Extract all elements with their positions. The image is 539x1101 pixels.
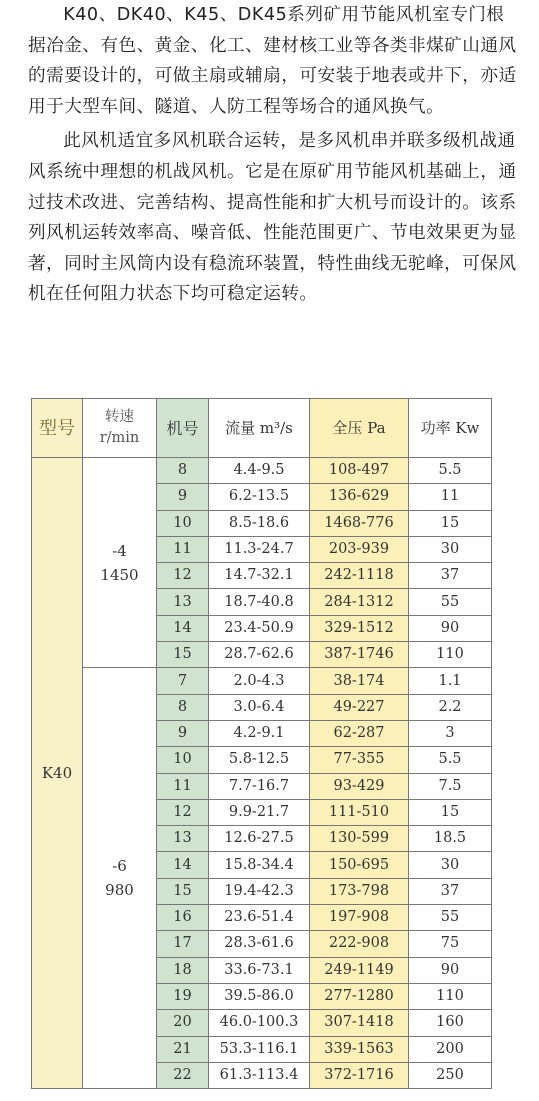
fan-spec-table [31,398,492,1089]
speed-poles: -4 [112,541,127,560]
power-cell: 37 [409,563,492,589]
machine-no-cell: 7 [157,668,209,694]
pressure-cell: 1468-776 [310,510,409,536]
machine-no-cell: 11 [157,536,209,562]
flow-cell: 2.0-4.3 [209,668,310,694]
pressure-cell: 197-908 [310,905,409,931]
speed-rpm: 980 [105,881,134,900]
flow-cell: 33.6-73.1 [209,957,310,983]
machine-no-cell: 12 [157,563,209,589]
power-cell: 30 [409,852,492,878]
power-cell: 5.5 [409,747,492,773]
flow-cell: 11.3-24.7 [209,536,310,562]
power-cell: 55 [409,905,492,931]
header-speed-unit: r/min [99,430,140,446]
pressure-cell: 222-908 [310,931,409,957]
flow-cell: 61.3-113.4 [209,1062,310,1088]
pressure-cell: 77-355 [310,747,409,773]
flow-cell: 4.2-9.1 [209,720,310,746]
speed-cell [83,668,157,1089]
pressure-cell: 203-939 [310,536,409,562]
power-cell: 1.1 [409,668,492,694]
flow-cell: 6.2-13.5 [209,484,310,510]
pressure-cell: 62-287 [310,720,409,746]
intro-text [28,0,520,314]
flow-cell: 18.7-40.8 [209,589,310,615]
machine-no-cell: 17 [157,931,209,957]
flow-cell: 53.3-116.1 [209,1036,310,1062]
machine-no-cell: 8 [157,458,209,484]
pressure-cell: 108-497 [310,458,409,484]
pressure-cell: 136-629 [310,484,409,510]
power-cell: 90 [409,615,492,641]
machine-no-cell: 14 [157,615,209,641]
header-machine-no: 机号 [157,399,209,458]
pressure-cell: 242-1118 [310,563,409,589]
flow-cell: 19.4-42.3 [209,878,310,904]
power-cell: 2.2 [409,694,492,720]
pressure-cell: 372-1716 [310,1062,409,1088]
pressure-cell: 93-429 [310,773,409,799]
flow-cell: 28.3-61.6 [209,931,310,957]
machine-no-cell: 18 [157,957,209,983]
flow-cell: 5.8-12.5 [209,747,310,773]
power-cell: 90 [409,957,492,983]
flow-cell: 15.8-34.4 [209,852,310,878]
pressure-cell: 130-599 [310,826,409,852]
header-speed-label: 转速 [105,409,134,425]
pressure-cell: 173-798 [310,878,409,904]
table-header-row [32,399,492,458]
power-cell: 110 [409,642,492,668]
flow-cell: 23.6-51.4 [209,905,310,931]
machine-no-cell: 15 [157,642,209,668]
header-pressure: 全压 Pa [310,399,409,458]
flow-cell: 9.9-21.7 [209,799,310,825]
power-cell: 200 [409,1036,492,1062]
machine-no-cell: 21 [157,1036,209,1062]
machine-no-cell: 8 [157,694,209,720]
machine-no-cell: 14 [157,852,209,878]
power-cell: 18.5 [409,826,492,852]
machine-no-cell: 9 [157,484,209,510]
pressure-cell: 38-174 [310,668,409,694]
pressure-cell: 150-695 [310,852,409,878]
power-cell: 75 [409,931,492,957]
pressure-cell: 329-1512 [310,615,409,641]
flow-cell: 28.7-62.6 [209,642,310,668]
machine-no-cell: 10 [157,510,209,536]
flow-cell: 4.4-9.5 [209,458,310,484]
machine-no-cell: 12 [157,799,209,825]
power-cell: 55 [409,589,492,615]
flow-cell: 8.5-18.6 [209,510,310,536]
machine-no-cell: 16 [157,905,209,931]
power-cell: 15 [409,510,492,536]
power-cell: 250 [409,1062,492,1088]
pressure-cell: 277-1280 [310,983,409,1009]
power-cell: 110 [409,983,492,1009]
speed-rpm: 1450 [100,565,139,584]
intro-paragraph-2: 此风机适宜多风机联合运转，是多风机串并联多级机战通风系统中理想的机战风机。它是在原矿用节能风机基础上，通过技术改进、完善结构、提高性能和扩大机号而设计的。该系列风机运转效率高、噪音低、性能范围更广、节电效果更为显著，同时主风筒内设有稳流环装置，特性曲线无驼峰，可保风机在任何阻力状态下均可稳定运转。 [28,131,517,305]
flow-cell: 39.5-86.0 [209,983,310,1009]
power-cell: 3 [409,720,492,746]
flow-cell: 7.7-16.7 [209,773,310,799]
intro-paragraph-1: K40、DK40、K45、DK45系列矿用节能风机室专门根据冶金、有色、黄金、化工、建材核工业等各类非煤矿山通风的需要设计的，可做主扇或辅扇，可安装于地表或井下，亦适用于大型车间、隧道、人防工程等场合的通风换气。 [28,5,517,117]
table-row [32,458,492,484]
power-cell: 37 [409,878,492,904]
machine-no-cell: 10 [157,747,209,773]
pressure-cell: 307-1418 [310,1010,409,1036]
pressure-cell: 284-1312 [310,589,409,615]
pressure-cell: 249-1149 [310,957,409,983]
machine-no-cell: 19 [157,983,209,1009]
machine-no-cell: 9 [157,720,209,746]
machine-no-cell: 13 [157,826,209,852]
power-cell: 15 [409,799,492,825]
power-cell: 5.5 [409,458,492,484]
header-model: 型号 [32,399,83,458]
table-row [32,668,492,694]
header-power: 功率 Kw [409,399,492,458]
flow-cell: 23.4-50.9 [209,615,310,641]
speed-poles: -6 [112,857,127,876]
pressure-cell: 387-1746 [310,642,409,668]
speed-cell [83,458,157,668]
flow-cell: 3.0-6.4 [209,694,310,720]
machine-no-cell: 15 [157,878,209,904]
flow-cell: 46.0-100.3 [209,1010,310,1036]
power-cell: 11 [409,484,492,510]
machine-no-cell: 22 [157,1062,209,1088]
machine-no-cell: 13 [157,589,209,615]
flow-cell: 14.7-32.1 [209,563,310,589]
header-flow: 流量 m³/s [209,399,310,458]
power-cell: 7.5 [409,773,492,799]
flow-cell: 12.6-27.5 [209,826,310,852]
pressure-cell: 111-510 [310,799,409,825]
header-speed [83,399,157,458]
pressure-cell: 49-227 [310,694,409,720]
power-cell: 160 [409,1010,492,1036]
machine-no-cell: 11 [157,773,209,799]
model-cell: K40 [32,458,83,1089]
pressure-cell: 339-1563 [310,1036,409,1062]
machine-no-cell: 20 [157,1010,209,1036]
power-cell: 30 [409,536,492,562]
